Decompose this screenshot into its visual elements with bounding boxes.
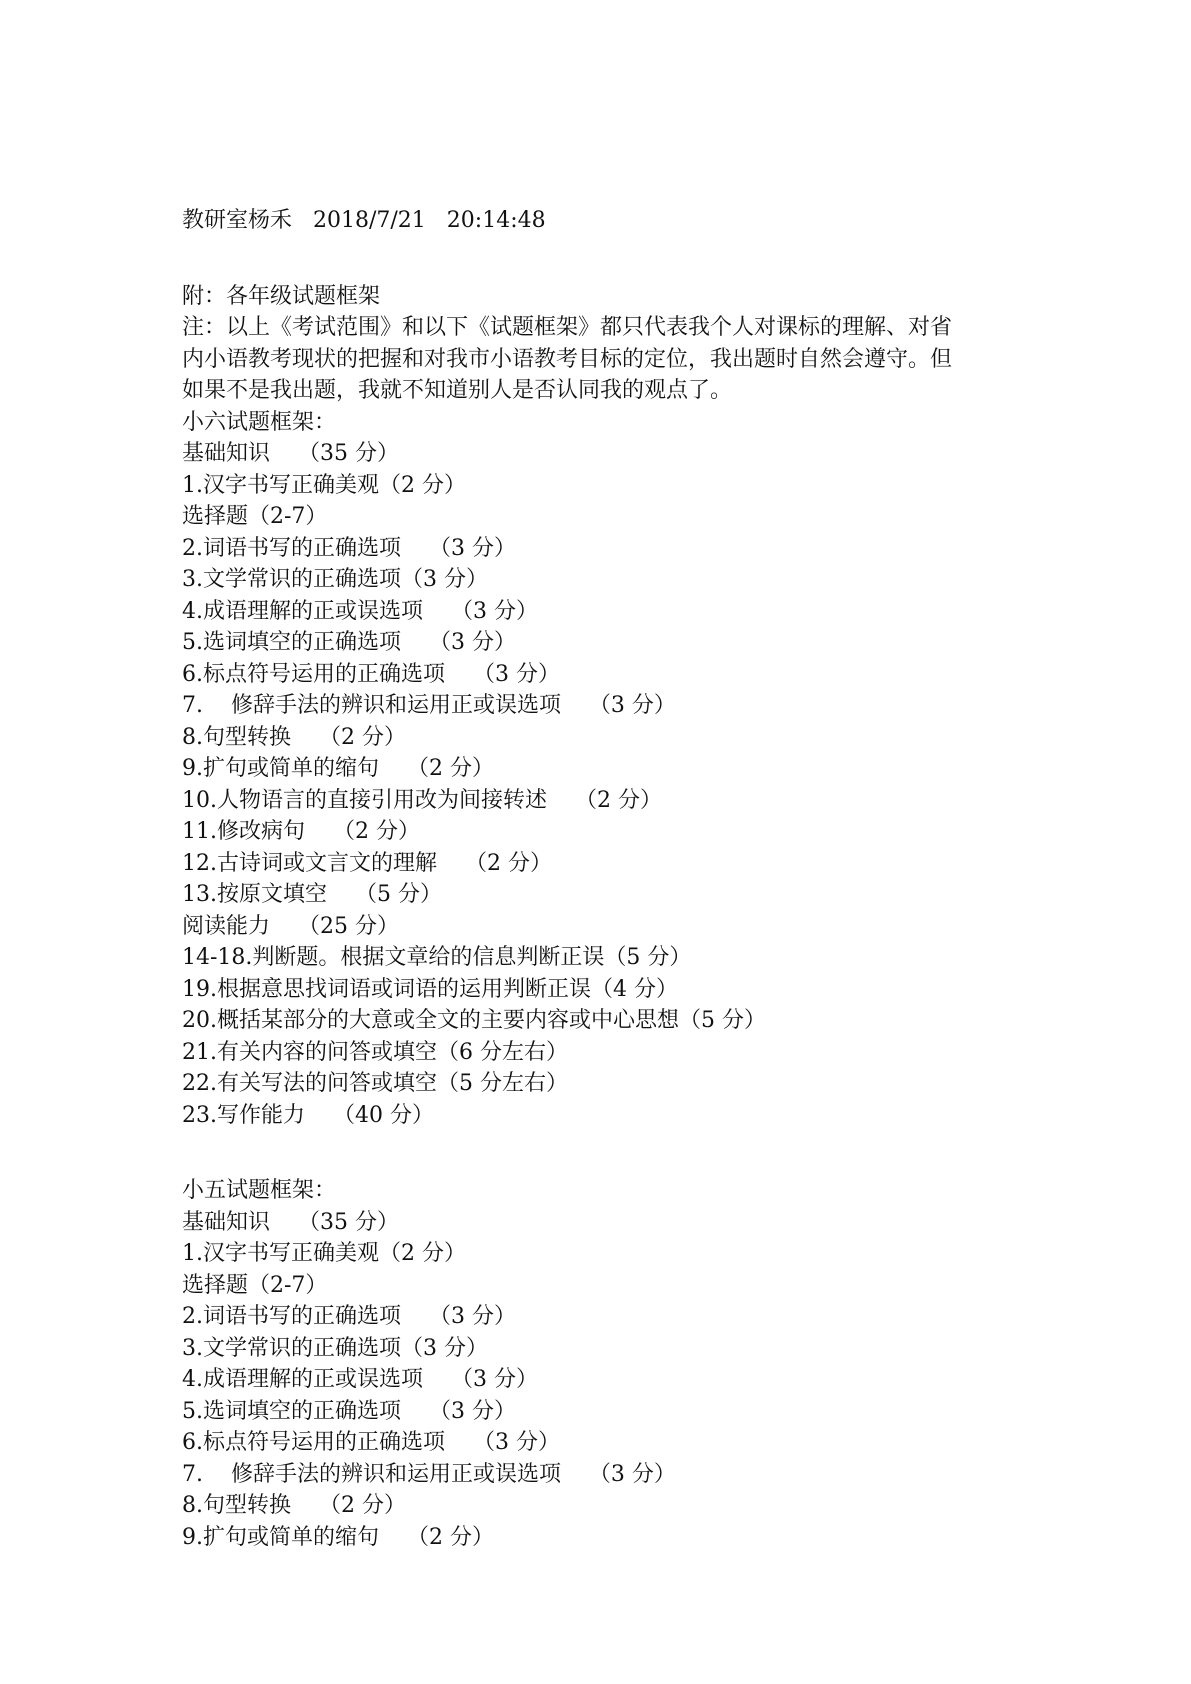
note-line-2: 内小语教考现状的把握和对我市小语教考目标的定位，我出题时自然会遵守。但 xyxy=(182,346,953,372)
list-item: 2.词语书写的正确选项 （3 分） xyxy=(182,1304,516,1329)
list-item: 1.汉字书写正确美观（2 分） xyxy=(182,1241,466,1266)
list-item: 5.选词填空的正确选项 （3 分） xyxy=(182,1398,516,1424)
list-item: 21.有关内容的问答或填空（6 分左右） xyxy=(182,1039,568,1065)
list-item: 7. 修辞手法的辨识和运用正或误选项 （3 分） xyxy=(182,1461,676,1487)
list-item: 4.成语理解的正或误选项 （3 分） xyxy=(182,598,538,624)
list-item: 6.标点符号运用的正确选项 （3 分） xyxy=(182,661,560,687)
list-item: 基础知识 （35 分） xyxy=(182,1209,399,1235)
list-item: 阅读能力 （25 分） xyxy=(182,913,399,939)
header-line xyxy=(182,205,1022,237)
list-item: 3.文学常识的正确选项（3 分） xyxy=(182,1335,488,1361)
list-item: 19.根据意思找词语或词语的运用判断正误（4 分） xyxy=(182,976,678,1002)
grade6-list xyxy=(182,438,1022,1131)
appendix-title: 附：各年级试题框架 xyxy=(182,283,381,309)
list-item: 2.词语书写的正确选项 （3 分） xyxy=(182,535,516,561)
spacer xyxy=(182,1131,1022,1175)
list-item: 9.扩句或简单的缩句 （2 分） xyxy=(182,756,494,781)
list-item: 5.选词填空的正确选项 （3 分） xyxy=(182,630,516,655)
list-item: 基础知识 （35 分） xyxy=(182,441,399,466)
list-item: 13.按原文填空 （5 分） xyxy=(182,882,442,907)
list-item: 1.汉字书写正确美观（2 分） xyxy=(182,472,466,498)
list-item: 11.修改病句 （2 分） xyxy=(182,819,420,844)
list-item: 选择题（2-7） xyxy=(182,504,328,529)
list-item: 8.句型转换 （2 分） xyxy=(182,724,406,750)
list-item: 7. 修辞手法的辨识和运用正或误选项 （3 分） xyxy=(182,693,676,718)
note-line-1: 注：以上《考试范围》和以下《试题框架》都只代表我个人对课标的理解、对省 xyxy=(182,315,953,340)
list-item: 8.句型转换 （2 分） xyxy=(182,1493,406,1518)
list-item: 20.概括某部分的大意或全文的主要内容或中心思想（5 分） xyxy=(182,1008,766,1033)
grade6-title: 小六试题框架： xyxy=(182,409,337,435)
time: 20:14:48 xyxy=(446,208,546,233)
list-item: 10.人物语言的直接引用改为间接转述 （2 分） xyxy=(182,787,662,813)
list-item: 14-18.判断题。根据文章给的信息判断正误（5 分） xyxy=(182,945,692,970)
note-line-3: 如果不是我出题，我就不知道别人是否认同我的观点了。 xyxy=(182,378,733,403)
date: 2018/7/21 xyxy=(313,208,426,233)
spacer xyxy=(182,237,1022,281)
document-body xyxy=(182,205,1022,1553)
list-item: 4.成语理解的正或误选项 （3 分） xyxy=(182,1367,538,1392)
list-item: 9.扩句或简单的缩句 （2 分） xyxy=(182,1524,494,1550)
list-item: 选择题（2-7） xyxy=(182,1272,328,1298)
grade5-list xyxy=(182,1207,1022,1554)
grade5-title: 小五试题框架： xyxy=(182,1178,337,1203)
list-item: 23.写作能力 （40 分） xyxy=(182,1102,434,1128)
author: 教研室杨禾 xyxy=(182,208,293,233)
list-item: 6.标点符号运用的正确选项 （3 分） xyxy=(182,1430,560,1455)
list-item: 12.古诗词或文言文的理解 （2 分） xyxy=(182,850,552,876)
list-item: 22.有关写法的问答或填空（5 分左右） xyxy=(182,1071,568,1096)
list-item: 3.文学常识的正确选项（3 分） xyxy=(182,567,488,592)
